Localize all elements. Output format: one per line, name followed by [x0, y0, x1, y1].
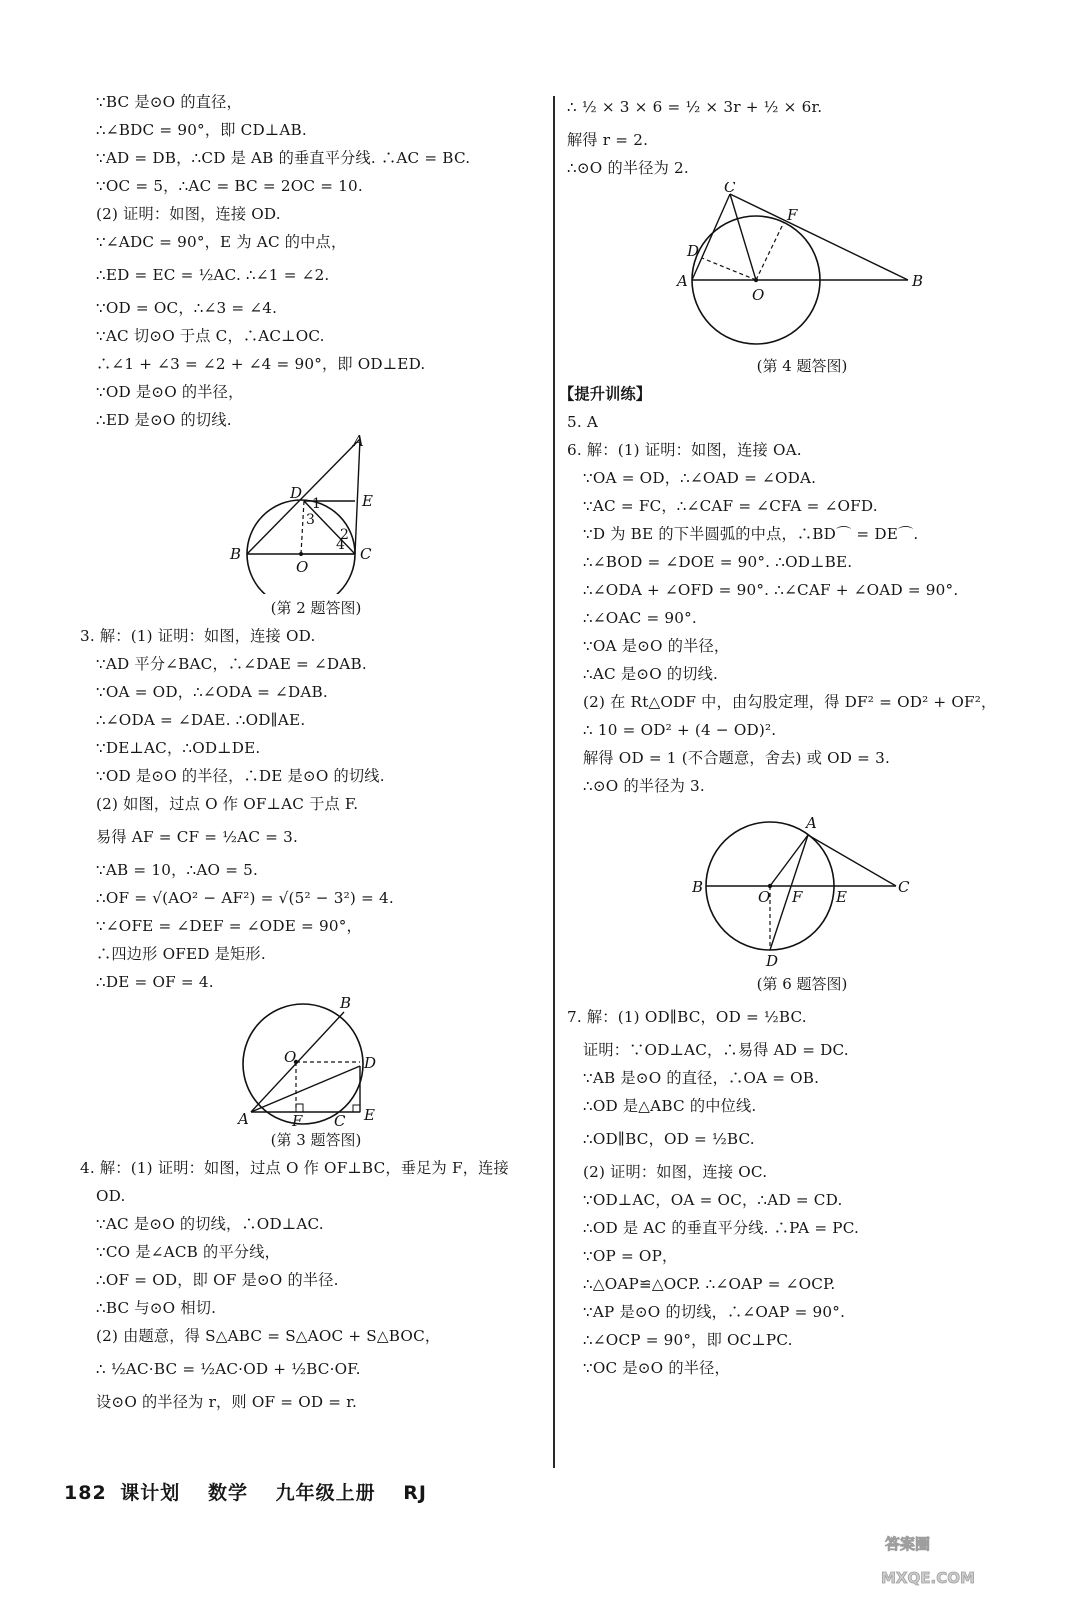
text-line: (2) 由题意，得 S△ABC = S△AOC + S△BOC， — [96, 1327, 441, 1345]
label-O: O — [758, 888, 771, 906]
text-line: ∴⊙O 的半径为 3. — [583, 777, 705, 795]
text-line: ∴AC 是⊙O 的切线. — [583, 665, 719, 683]
text-line: ∵OA 是⊙O 的半径， — [583, 637, 730, 655]
label-D: D — [687, 242, 700, 260]
text-line: ∴∠OAC = 90°. — [583, 609, 697, 627]
text-line: ∵DE⊥AC，∴OD⊥DE. — [96, 739, 261, 757]
text-line: ∵OD 是⊙O 的半径， — [96, 383, 244, 401]
column-divider — [553, 96, 555, 1468]
text-line: ∴△OAP≌△OCP. ∴∠OAP = ∠OCP. — [583, 1275, 836, 1293]
page-footer — [64, 1478, 447, 1505]
text-line: ∴BC 与⊙O 相切. — [96, 1299, 217, 1317]
text-line: ∵AC 切⊙O 于点 C，∴AC⊥OC. — [96, 327, 325, 345]
text-line: ∴OF = √(AO² − AF²) = √(5² − 3²) = 4. — [96, 889, 394, 907]
text-line: ∵CO 是∠ACB 的平分线， — [96, 1243, 280, 1261]
figure-6-caption: (第 6 题答图) — [756, 975, 848, 993]
text-line: 解得 OD = 1 (不合题意，舍去) 或 OD = 3. — [583, 749, 891, 767]
text-line: ∵AB 是⊙O 的直径，∴OA = OB. — [583, 1069, 820, 1087]
solution-5-6-text — [567, 408, 1037, 800]
solution-4-text — [80, 1154, 536, 1416]
text-line: ∵OP = OP， — [583, 1247, 678, 1265]
text-line: ∴∠OCP = 90°，即 OC⊥PC. — [583, 1331, 793, 1349]
figure-6-diagram — [692, 800, 912, 970]
text-line: ∴ED 是⊙O 的切线. — [96, 411, 232, 429]
label-F: F — [292, 1112, 303, 1126]
solution-2-text — [96, 88, 536, 434]
text-line: OD. — [96, 1187, 126, 1205]
text-line: 6. 解：(1) 证明：如图，连接 OA. — [567, 441, 802, 459]
solution-4-continued — [567, 88, 1037, 182]
solution-7-text — [567, 998, 1037, 1382]
figure-2-diagram — [226, 434, 406, 594]
label-B: B — [230, 545, 242, 563]
text-line: 解得 r = 2. — [567, 131, 649, 149]
label-A: A — [353, 434, 364, 450]
text-line: ∴OD∥BC，OD = ½BC. — [583, 1130, 755, 1148]
text-line: ∵AP 是⊙O 的切线，∴∠OAP = 90°. — [583, 1303, 846, 1321]
text-line: ∵OD 是⊙O 的半径，∴DE 是⊙O 的切线. — [96, 767, 385, 785]
figure-4 — [672, 182, 932, 352]
text-line: ∵∠ADC = 90°，E 为 AC 的中点， — [96, 233, 347, 251]
text-line: ∴∠BOD = ∠DOE = 90°. ∴OD⊥BE. — [583, 553, 853, 571]
text-line: ∵OD = OC，∴∠3 = ∠4. — [96, 299, 278, 317]
label-O: O — [752, 286, 765, 304]
text-line: 易得 AF = CF = ½AC = 3. — [96, 828, 299, 846]
text-line: (2) 证明：如图，连接 OD. — [96, 205, 281, 223]
solution-3-text — [80, 622, 536, 996]
text-line: ∵BC 是⊙O 的直径， — [96, 93, 242, 111]
label-E: E — [364, 1106, 375, 1124]
text-line: ∵AB = 10，∴AO = 5. — [96, 861, 259, 879]
label-C: C — [724, 182, 736, 196]
label-C: C — [898, 878, 910, 896]
figure-3 — [236, 996, 396, 1126]
text-line: 证明：∵OD⊥AC，∴易得 AD = DC. — [583, 1041, 849, 1059]
text-line: ∴OF = OD，即 OF 是⊙O 的半径. — [96, 1271, 339, 1289]
text-line: ∵OA = OD，∴∠ODA = ∠DAB. — [96, 683, 328, 701]
figure-3-diagram — [236, 996, 396, 1126]
label-4: 4 — [336, 537, 345, 553]
text-line: 设⊙O 的半径为 r，则 OF = OD = r. — [96, 1393, 358, 1411]
text-line: ∴DE = OF = 4. — [96, 973, 214, 991]
label-F: F — [787, 206, 798, 224]
text-line: ∴⊙O 的半径为 2. — [567, 159, 689, 177]
watermark-logo — [877, 1505, 1061, 1587]
label-A: A — [806, 814, 817, 832]
figure-2 — [226, 434, 406, 594]
text-line: ∵AC = FC，∴∠CAF = ∠CFA = ∠OFD. — [583, 497, 878, 515]
label-3: 3 — [306, 512, 315, 528]
label-E: E — [362, 492, 373, 510]
label-B: B — [340, 996, 352, 1012]
text-line: 3. 解：(1) 证明：如图，连接 OD. — [80, 627, 316, 645]
label-A: A — [238, 1110, 249, 1126]
text-line: ∴OD 是 AC 的垂直平分线. ∴PA = PC. — [583, 1219, 860, 1237]
label-C: C — [360, 545, 372, 563]
text-line: ∵AD = DB，∴CD 是 AB 的垂直平分线. ∴AC = BC. — [96, 149, 471, 167]
text-line: (2) 在 Rt△ODF 中，由勾股定理，得 DF² = OD² + OF²， — [583, 693, 997, 711]
text-line: ∴∠ODA + ∠OFD = 90°. ∴∠CAF + ∠OAD = 90°. — [583, 581, 959, 599]
text-line: (2) 证明：如图，连接 OC. — [583, 1163, 768, 1181]
footer-series: 课计划 — [120, 1482, 181, 1504]
text-line: ∵OA = OD，∴∠OAD = ∠ODA. — [583, 469, 817, 487]
text-line: 4. 解：(1) 证明：如图，过点 O 作 OF⊥BC，垂足为 F，连接 — [80, 1159, 509, 1177]
right-column — [559, 88, 1037, 1382]
label-2: 2 — [340, 527, 349, 543]
text-line: ∴ 10 = OD² + (4 − OD)². — [583, 721, 777, 739]
text-line: ∴∠1 + ∠3 = ∠2 + ∠4 = 90°，即 OD⊥ED. — [96, 355, 426, 373]
label-D: D — [364, 1054, 377, 1072]
label-D: D — [290, 484, 303, 502]
text-line: ∵OC 是⊙O 的半径， — [583, 1359, 730, 1377]
figure-4-caption: (第 4 题答图) — [756, 357, 848, 375]
text-line: ∴四边形 OFED 是矩形. — [96, 945, 266, 963]
label-C: C — [334, 1112, 346, 1126]
text-line: ∵∠OFE = ∠DEF = ∠ODE = 90°， — [96, 917, 362, 935]
footer-grade: 九年级上册 — [275, 1482, 376, 1504]
text-line: ∴∠BDC = 90°，即 CD⊥AB. — [96, 121, 307, 139]
text-line: ∴OD 是△ABC 的中位线. — [583, 1097, 757, 1115]
footer-subject: 数学 — [207, 1482, 248, 1504]
watermark-top: 答案圈 — [885, 1535, 931, 1553]
figure-2-caption: (第 2 题答图) — [270, 599, 362, 617]
text-line: ∴∠ODA = ∠DAE. ∴OD∥AE. — [96, 711, 306, 729]
text-line: 5. A — [567, 413, 599, 431]
section-title: 【提升训练】 — [559, 385, 652, 403]
text-line: (2) 如图，过点 O 作 OF⊥AC 于点 F. — [96, 795, 359, 813]
figure-6 — [692, 800, 912, 970]
text-line: ∵AD 平分∠BAC，∴∠DAE = ∠DAB. — [96, 655, 367, 673]
text-line: ∵D 为 BE 的下半圆弧的中点，∴BD⌒ = DE⌒. — [583, 525, 919, 543]
label-O: O — [296, 558, 309, 576]
page-number: 182 — [64, 1482, 107, 1504]
label-A: A — [677, 272, 688, 290]
text-line: ∴ED = EC = ½AC. ∴∠1 = ∠2. — [96, 266, 330, 284]
text-line: ∴ ½ × 3 × 6 = ½ × 3r + ½ × 6r. — [567, 98, 823, 116]
label-O: O — [284, 1048, 297, 1066]
label-E: E — [836, 888, 847, 906]
watermark-bottom: MXQE.COM — [881, 1569, 975, 1587]
text-line: ∴ ½AC·BC = ½AC·OD + ½BC·OF. — [96, 1360, 361, 1378]
figure-4-diagram — [672, 182, 932, 352]
label-B: B — [912, 272, 924, 290]
label-1: 1 — [312, 496, 321, 512]
footer-edition: RJ — [403, 1482, 427, 1504]
figure-3-caption: (第 3 题答图) — [270, 1131, 362, 1149]
label-D: D — [766, 952, 779, 970]
label-B: B — [692, 878, 704, 896]
left-column — [80, 88, 536, 1416]
label-F: F — [792, 888, 803, 906]
text-line: ∵AC 是⊙O 的切线，∴OD⊥AC. — [96, 1215, 324, 1233]
text-line: ∵OC = 5，∴AC = BC = 2OC = 10. — [96, 177, 363, 195]
text-line: 7. 解：(1) OD∥BC，OD = ½BC. — [567, 1008, 807, 1026]
text-line: ∵OD⊥AC，OA = OC，∴AD = CD. — [583, 1191, 843, 1209]
